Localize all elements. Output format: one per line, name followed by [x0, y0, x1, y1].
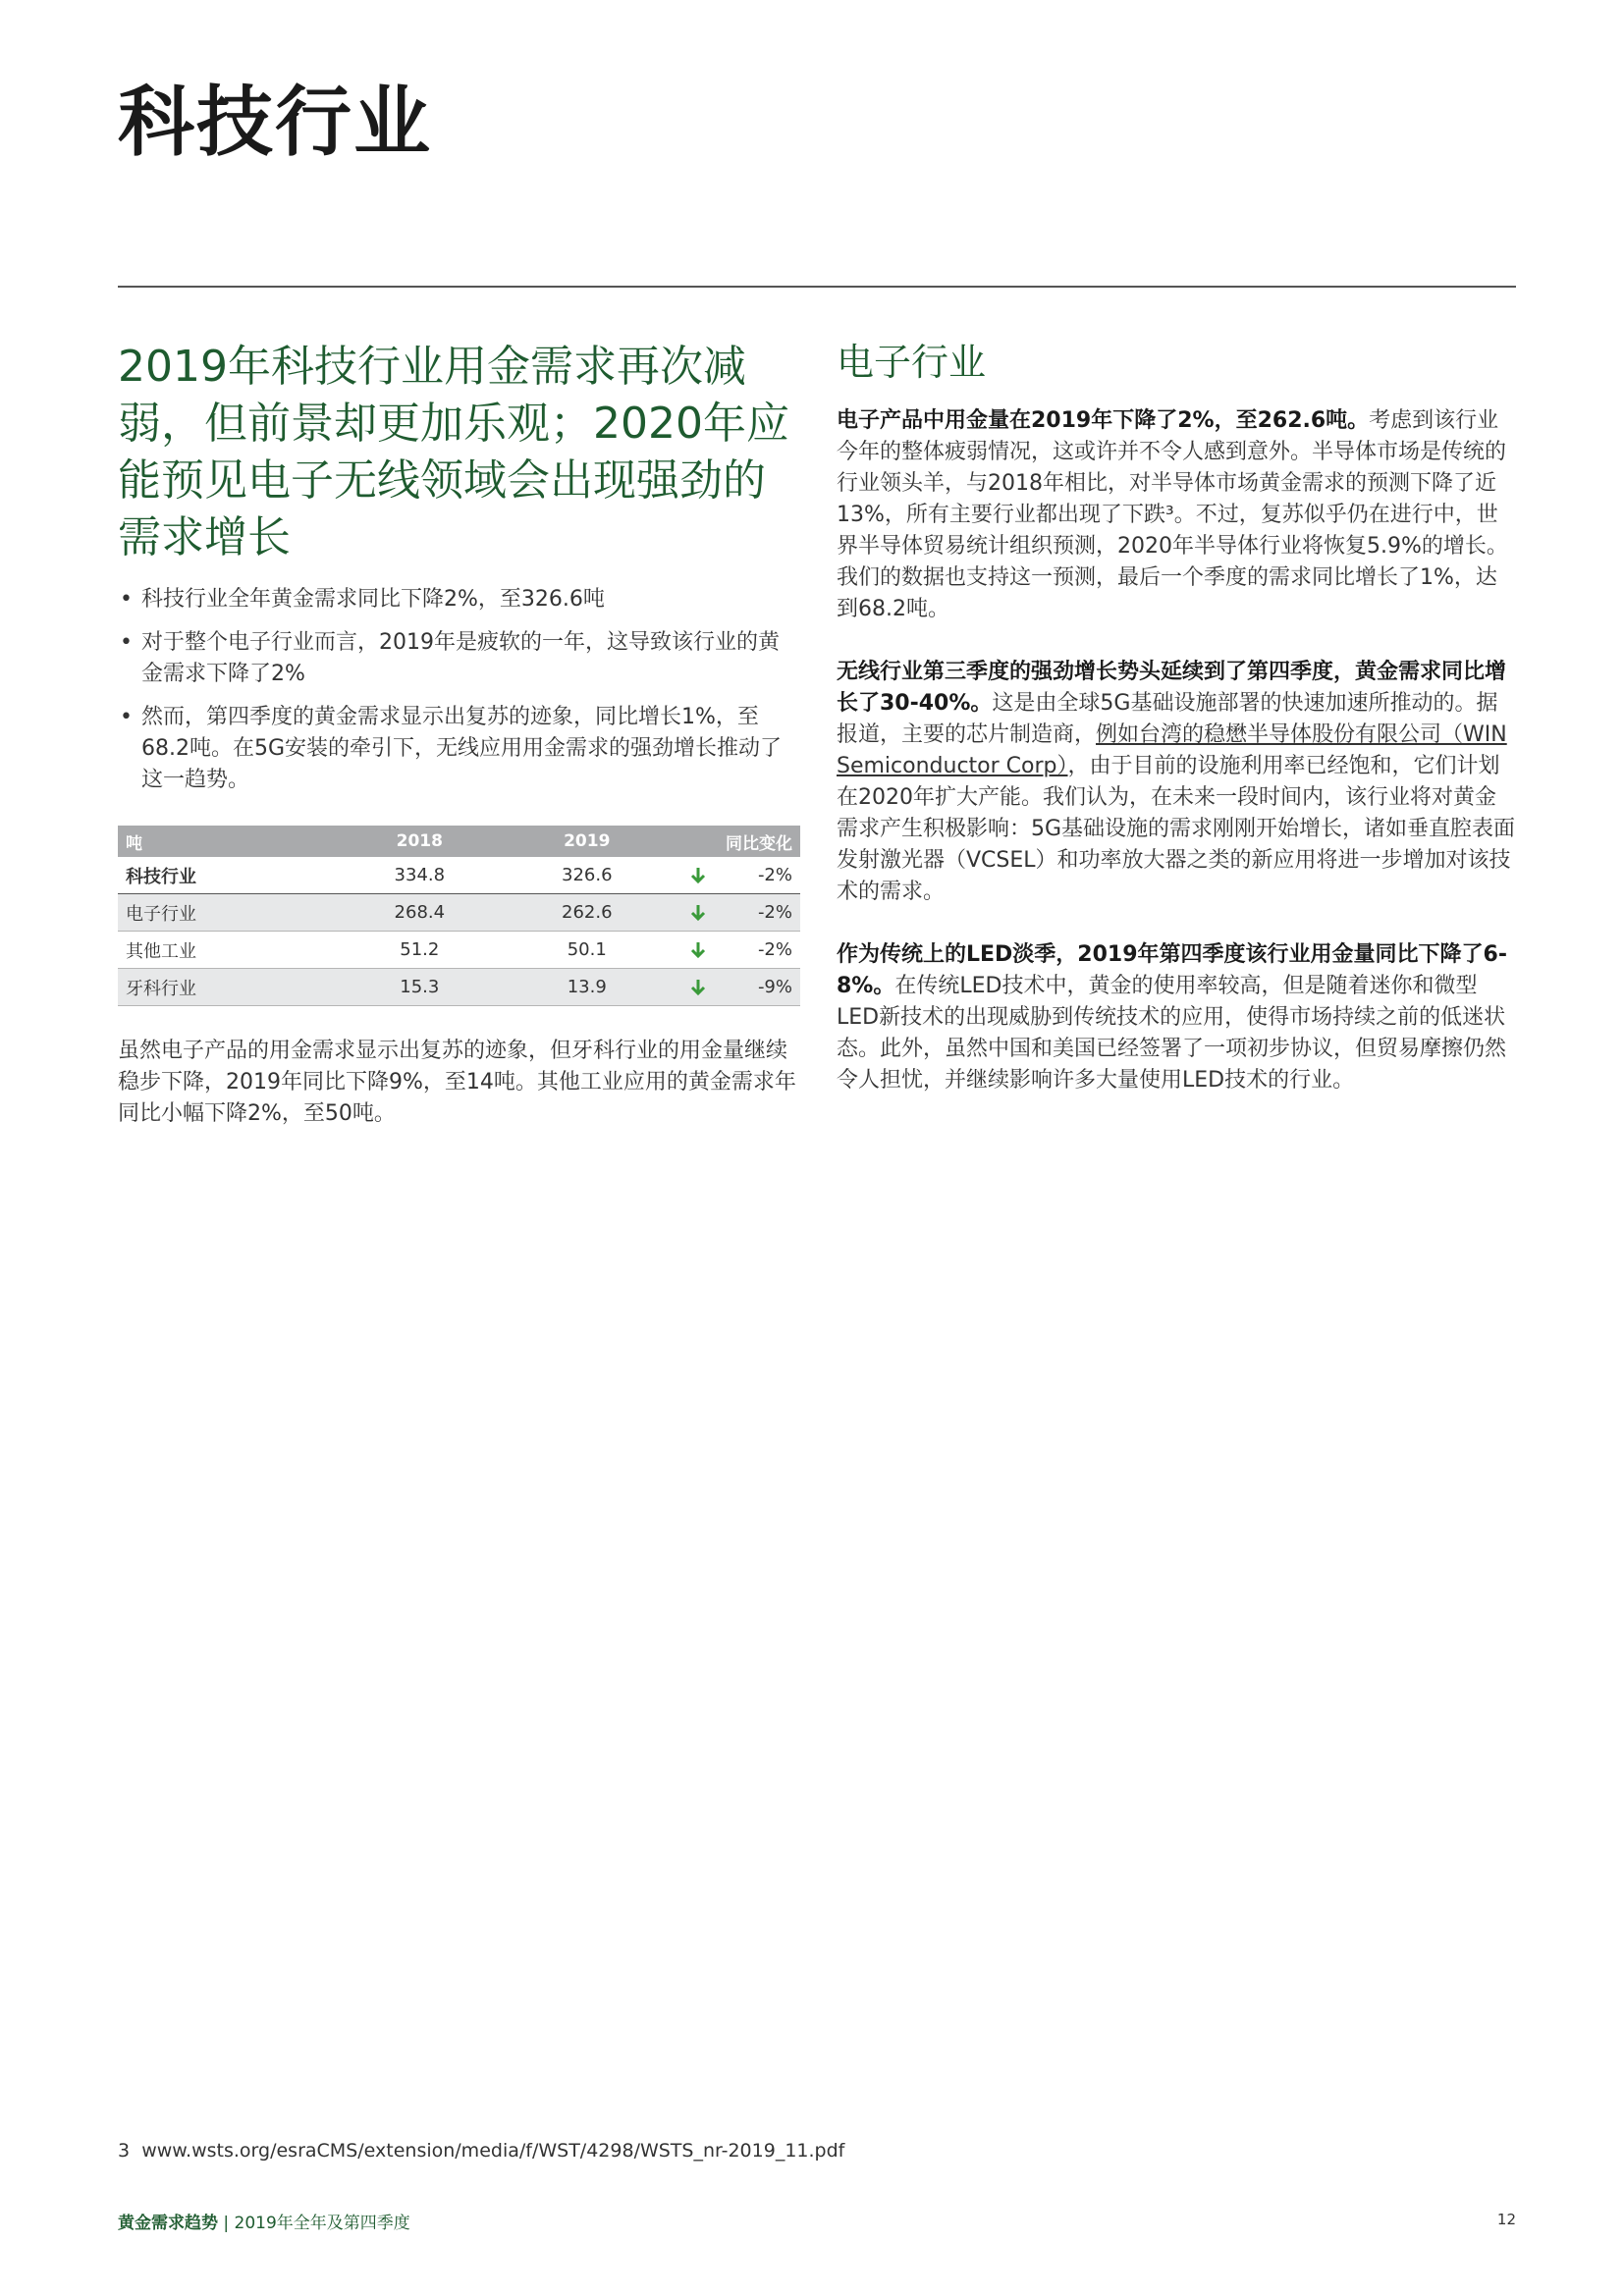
win-semiconductor-link[interactable]: 例如台湾的稳懋半导体股份有限公司（WIN Semiconductor Corp）: [837, 722, 1507, 778]
row-label: 其他工业: [118, 932, 336, 969]
bullet-icon: •: [120, 630, 133, 655]
section-headline: 2019年科技行业用金需求再次减弱，但前景却更加乐观；2020年应能预见电子无线领域会出现强劲的需求增长: [118, 342, 789, 562]
yoy-change: -2%: [726, 857, 800, 894]
paragraph-body: 在传统LED技术中，黄金的使用率较高，但是随着迷你和微型LED新技术的出现威胁到传统技术的应用，使得市场持续之前的低迷状态。此外，虽然中国和美国已经签署了一项初步协议，但贸易摩擦仍然令人担忧，并继续影响许多大量使用LED技术的行业。: [837, 974, 1507, 1093]
yoy-change: -9%: [726, 969, 800, 1006]
yoy-change: -2%: [726, 932, 800, 969]
value-2018: 334.8: [336, 857, 503, 894]
footnote-url[interactable]: www.wsts.org/esraCMS/extension/media/f/WST/4298/WSTS_nr-2019_11.pdf: [141, 2140, 845, 2162]
header-unit: 吨: [118, 826, 336, 857]
right-column: [837, 339, 1516, 1128]
value-2019: 50.1: [504, 932, 671, 969]
key-points-list: [118, 584, 800, 796]
bullet-icon: •: [120, 587, 133, 612]
table-row: [118, 969, 800, 1006]
header-2019: 2019: [504, 826, 671, 857]
value-2018: 268.4: [336, 894, 503, 932]
footer-publication: 黄金需求趋势: [118, 2214, 218, 2233]
row-label: 科技行业: [118, 857, 336, 894]
paragraph-lead: 无线行业第三季度的强劲增长势头延续到了第四季度，黄金需求同比增长了30-40%。: [837, 660, 1507, 716]
row-label: 牙科行业: [118, 969, 336, 1006]
paragraph-body: ，由于目前的设施利用率已经饱和，它们计划在2020年扩大产能。我们认为，在未来一段时间内，该行业将对黄金需求产生积极影响：5G基础设施的需求刚刚开始增长，诸如垂直腔表面发射激光器（VCSEL）和功率放大器之类的新应用将进一步增加对该技术的需求。: [837, 754, 1516, 904]
value-2019: 326.6: [504, 857, 671, 894]
yoy-change: -2%: [726, 894, 800, 932]
led-paragraph: [837, 939, 1516, 1096]
table-row: [118, 932, 800, 969]
bullet-item: • 对于整个电子行业而言，2019年是疲软的一年，这导致该行业的黄金需求下降了2%: [118, 627, 800, 690]
page-title: 科技行业: [118, 79, 433, 167]
page-footer: [118, 2209, 410, 2233]
footnote: [118, 2140, 844, 2162]
paragraph-body: 考虑到该行业今年的整体疲弱情况，这或许并不令人感到意外。半导体市场是传统的行业领头羊，与2018年相比，对半导体市场黄金需求的预测下降了近13%，所有主要行业都出现了下跌³。不过，复苏似乎仍在进行中，世界半导体贸易统计组织预测，2020年半导体行业将恢复5.9%的增长。我们的数据也支持这一预测，最后一个季度的需求同比增长了1%，达到68.2吨。: [837, 408, 1508, 621]
value-2018: 15.3: [336, 969, 503, 1006]
header-yoy-change: 同比变化: [671, 826, 800, 857]
value-2019: 13.9: [504, 969, 671, 1006]
wireless-paragraph: [837, 657, 1516, 908]
page-number: 12: [1496, 2211, 1516, 2228]
down-arrow-icon: [671, 857, 726, 894]
paragraph-lead: 作为传统上的LED淡季，2019年第四季度该行业用金量同比下降了6-8%。: [837, 942, 1507, 998]
footer-subtitle: 2019年全年及第四季度: [234, 2214, 410, 2233]
down-arrow-icon: [671, 894, 726, 932]
electronics-section-title: 电子行业: [837, 341, 987, 384]
paragraph-body: 这是由全球5G基础设施部署的快速加速所推动的。据报道，主要的芯片制造商，: [837, 691, 1498, 747]
value-2018: 51.2: [336, 932, 503, 969]
bullet-item: • 然而，第四季度的黄金需求显示出复苏的迹象，同比增长1%，至68.2吨。在5G安装的牵引下，无线应用用金需求的强劲增长推动了这一趋势。: [118, 702, 800, 796]
table-header-row: [118, 826, 800, 857]
table-row: [118, 857, 800, 894]
bullet-item: • 科技行业全年黄金需求同比下降2%，至326.6吨: [118, 584, 800, 615]
paragraph-lead: 电子产品中用金量在2019年下降了2%，至262.6吨。: [837, 408, 1370, 433]
down-arrow-icon: [671, 969, 726, 1006]
table-row: [118, 894, 800, 932]
down-arrow-icon: [671, 932, 726, 969]
dental-paragraph: 虽然电子产品的用金需求显示出复苏的迹象，但牙科行业的用金量继续稳步下降，2019年同比下降9%，至14吨。其他工业应用的黄金需求年同比小幅下降2%，至50吨。: [118, 1039, 796, 1126]
value-2019: 262.6: [504, 894, 671, 932]
left-column: [118, 339, 800, 1130]
header-2018: 2018: [336, 826, 503, 857]
gold-demand-table: [118, 826, 800, 1006]
electronics-paragraph: [837, 405, 1516, 625]
footer-separator: |: [223, 2214, 230, 2233]
footnote-number: 3: [118, 2140, 131, 2162]
row-label: 电子行业: [118, 894, 336, 932]
bullet-icon: •: [120, 705, 133, 729]
header-divider: [118, 286, 1516, 288]
